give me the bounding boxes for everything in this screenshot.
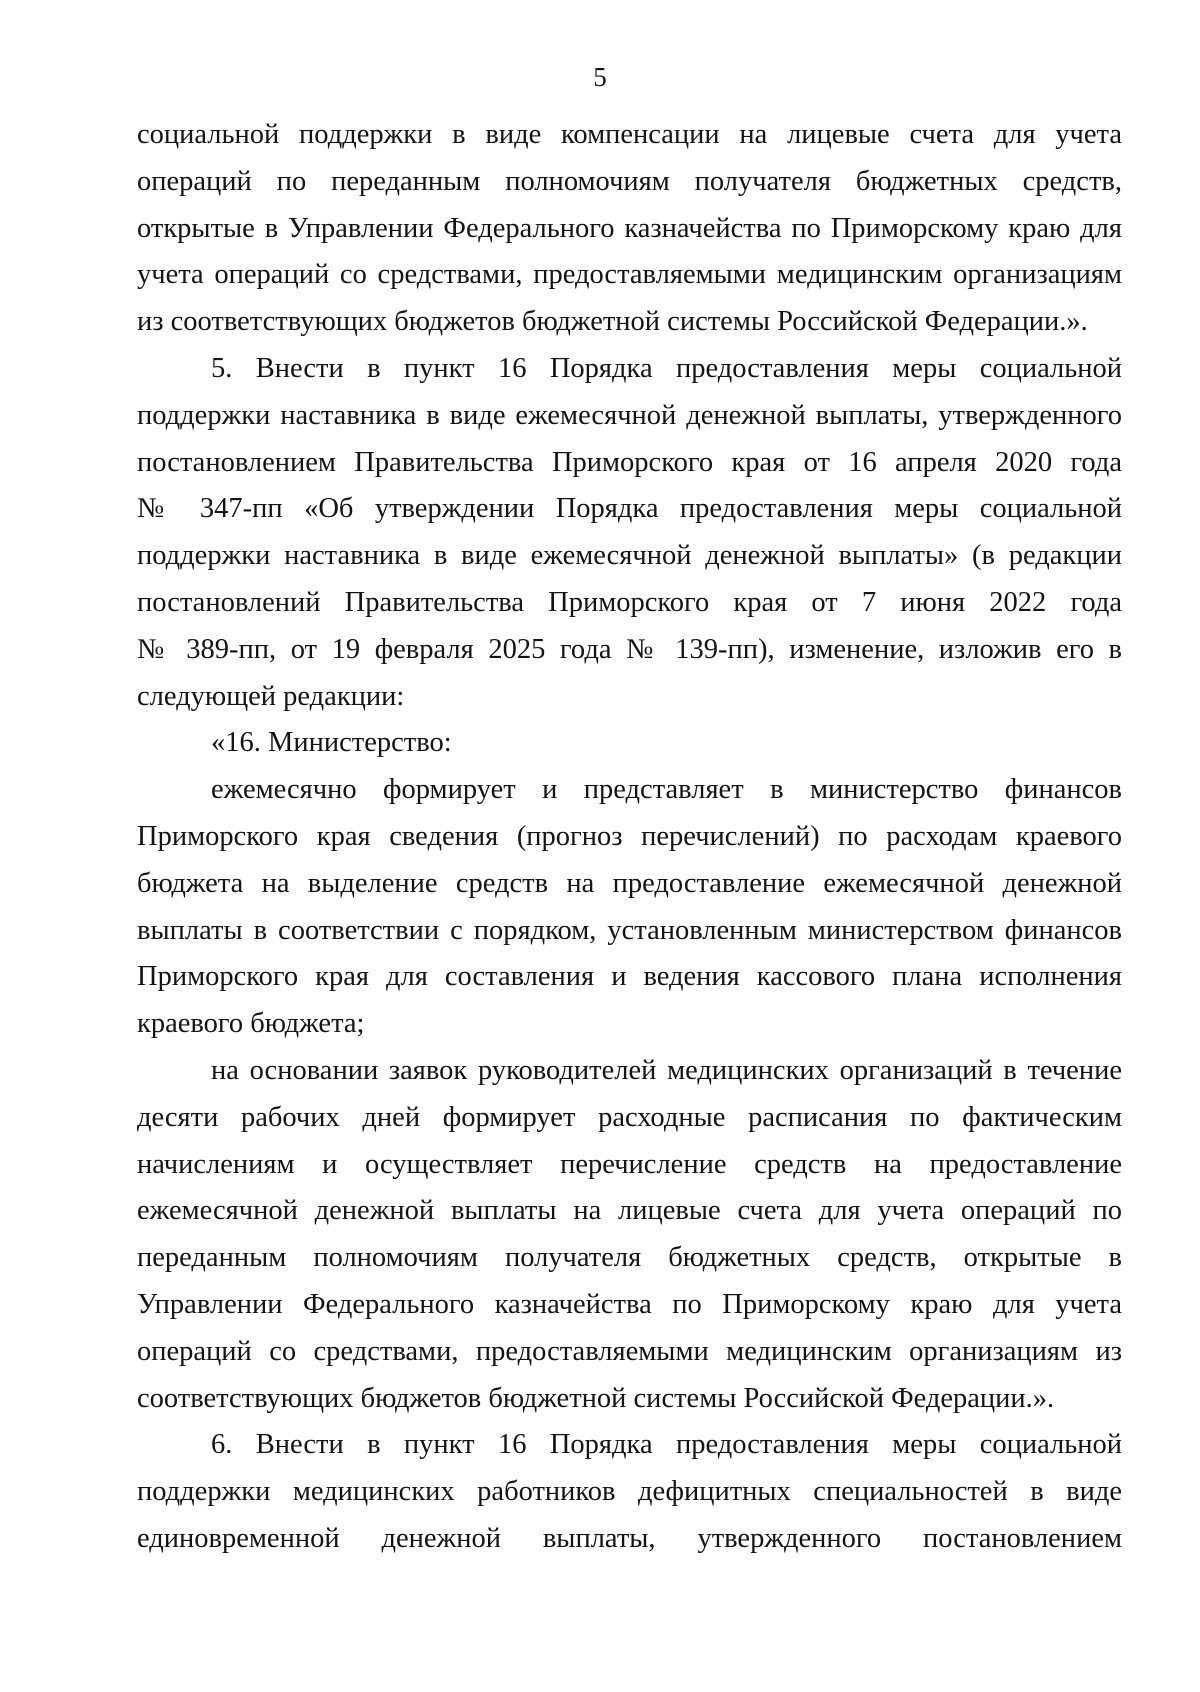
text-line: следующей редакции: <box>137 680 405 712</box>
text-line: десяти рабочих дней формирует расходные расписания по фактическим <box>137 1101 1122 1133</box>
text-line: ежемесячной денежной выплаты на лицевые счета для учета операций по <box>137 1195 1122 1227</box>
text-line: выплаты в соответствии с порядком, установленным министерством финансов <box>137 914 1122 946</box>
text-line: бюджета на выделение средств на предоставление ежемесячной денежной <box>137 867 1122 899</box>
text-line: из соответствующих бюджетов бюджетной системы Российской Федерации.». <box>137 306 1088 338</box>
text-line: на основании заявок руководителей медицинских организаций в течение <box>211 1054 1122 1086</box>
text-line: операций по переданным полномочиям получателя бюджетных средств, <box>137 165 1122 197</box>
text-line: Приморского края сведения (прогноз перечислений) по расходам краевого <box>137 820 1122 852</box>
text-line: постановлением Правительства Приморского края от 16 апреля 2020 года <box>137 446 1122 478</box>
text-line: единовременной денежной выплаты, утвержденного постановлением <box>137 1522 1122 1554</box>
text-line: переданным полномочиям получателя бюджетных средств, открытые в <box>137 1242 1122 1274</box>
text-line: поддержки наставника в виде ежемесячной денежной выплаты» (в редакции <box>137 540 1122 572</box>
text-line: 6. Внести в пункт 16 Порядка предоставления меры социальной <box>211 1429 1122 1461</box>
text-line: краевого бюджета; <box>137 1008 365 1040</box>
text-line: № 389-пп, от 19 февраля 2025 года № 139-пп), изменение, изложив его в <box>137 633 1122 665</box>
text-line: социальной поддержки в виде компенсации на лицевые счета для учета <box>137 119 1122 150</box>
text-line: поддержки медицинских работников дефицитных специальностей в виде <box>137 1476 1122 1508</box>
text-line: Приморского края для составления и ведения кассового плана исполнения <box>137 961 1122 993</box>
text-line: 5. Внести в пункт 16 Порядка предоставления меры социальной <box>211 352 1122 384</box>
text-line: открытые в Управлении Федерального казначейства по Приморскому краю для <box>137 212 1122 244</box>
text-line: учета операций со средствами, предоставляемыми медицинским организациям <box>137 259 1122 291</box>
page-number: 5 <box>593 62 607 92</box>
text-line: постановлений Правительства Приморского края от 7 июня 2022 года <box>137 586 1122 618</box>
text-line: ежемесячно формирует и представляет в министерство финансов <box>211 774 1122 806</box>
text-line: «16. Министерство: <box>211 727 452 759</box>
text-line: поддержки наставника в виде ежемесячной денежной выплаты, утвержденного <box>137 399 1122 431</box>
text-line: соответствующих бюджетов бюджетной системы Российской Федерации.». <box>137 1382 1055 1414</box>
text-line: Управлении Федерального казначейства по Приморскому краю для учета <box>137 1288 1122 1320</box>
text-line: № 347-пп «Об утверждении Порядка предоставления меры социальной <box>137 493 1122 525</box>
document-body <box>137 112 1122 1563</box>
text-line: операций со средствами, предоставляемыми медицинским организациям из <box>137 1335 1122 1367</box>
text-line: начислениям и осуществляет перечисление средств на предоставление <box>137 1148 1122 1180</box>
